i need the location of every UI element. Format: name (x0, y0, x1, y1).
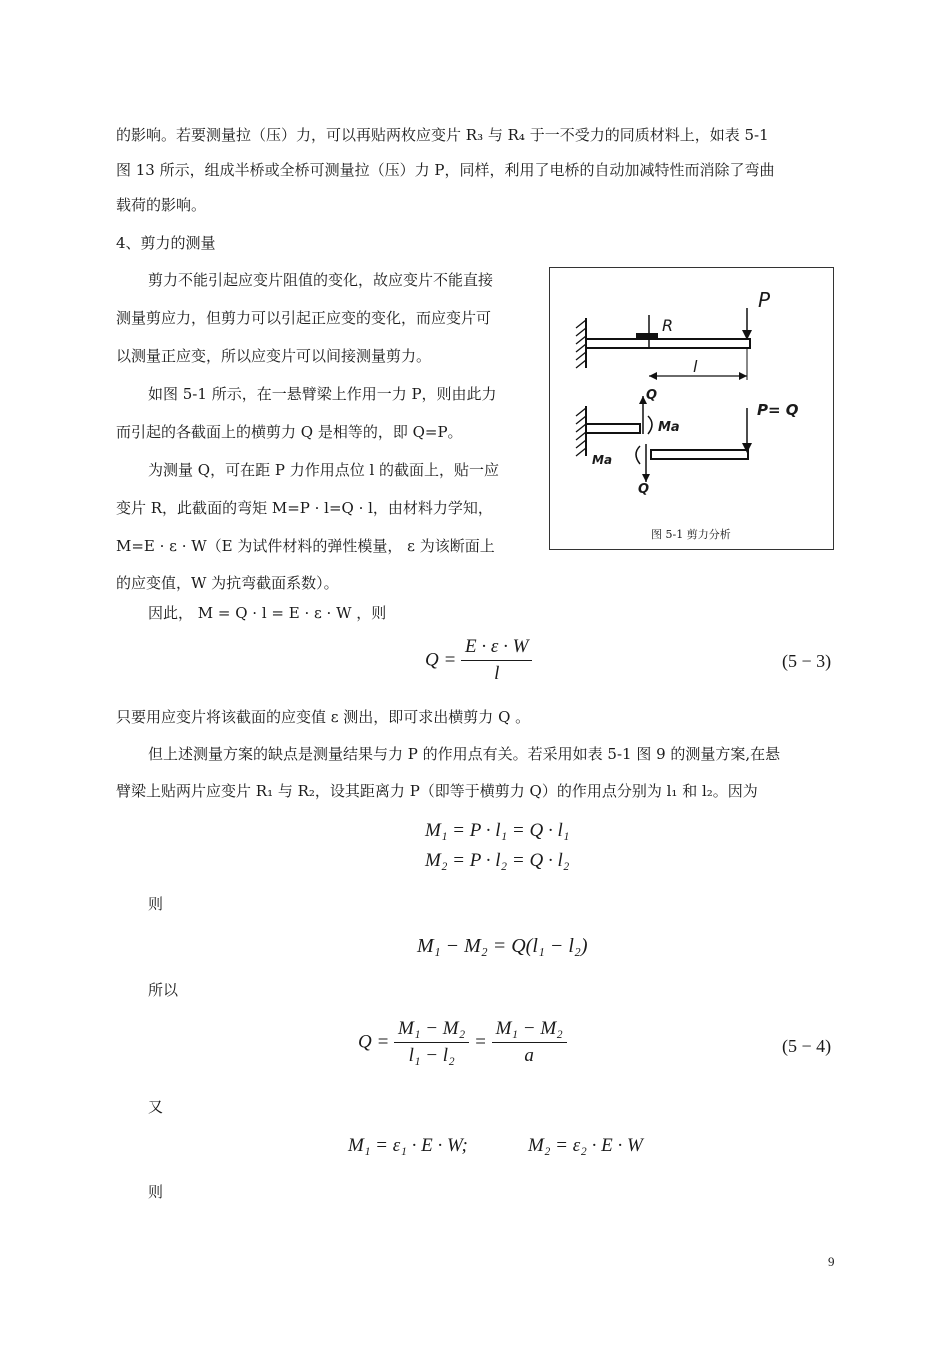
text-line: 只要用应变片将该截面的应变值 ε 测出，即可求出横剪力 Q 。 (116, 708, 531, 726)
text-line: 剪力不能引起应变片阻值的变化，故应变片不能直接 (148, 271, 494, 289)
equation-m1: M₁ = P · l₁ = Q · l₁ (425, 820, 570, 841)
denominator: a (524, 1045, 534, 1066)
page-number: 9 (828, 1254, 835, 1269)
text-line: 则 (148, 895, 164, 913)
figure-caption: 图 5-1 剪力分析 (651, 528, 731, 541)
equation-5-3 (425, 636, 532, 685)
text-line: 变片 R，此截面的弯矩 M=P · l=Q · l，由材料力学知， (116, 499, 493, 517)
text-line: 则 (148, 1183, 164, 1201)
text-line: 的影响。若要测量拉（压）力，可以再贴两枚应变片 R₃ 与 R₄ 于一不受力的同质材料上，如表 5-1 (116, 126, 769, 144)
text-line: 臂梁上贴两片应变片 R₁ 与 R₂，设其距离力 P（即等于横剪力 Q）的作用点分别为 l₁ 和 l₂。因为 (116, 782, 758, 800)
denominator: l₁ − l₂ (408, 1045, 455, 1066)
text-line: M=E · ε · W（E 为试件材料的弹性模量， ε 为该断面上 (116, 537, 495, 555)
equation-m2-epsilon: M₂ = ε₂ · E · W (528, 1135, 643, 1156)
equation-m-difference: M₁ − M₂ = Q(l₁ − l₂) (417, 935, 588, 957)
equation-lhs: Q = (358, 1031, 390, 1053)
fraction (461, 636, 532, 685)
equation-number-5-4: (5 − 4) (782, 1036, 832, 1056)
figure-label-p: P (758, 288, 771, 312)
text-line: 如图 5-1 所示，在一悬臂梁上作用一力 P，则由此力 (148, 385, 497, 403)
text-line: 图 13 所示，组成半桥或全桥可测量拉（压）力 P，同样，利用了电桥的自动加减特性而消除了弯曲 (116, 161, 775, 179)
figure-label-r: R (662, 316, 674, 335)
equation-number-5-3: (5 − 3) (782, 651, 832, 671)
text-line: 所以 (148, 981, 179, 999)
fraction (492, 1018, 567, 1067)
text-line: 的应变值，W 为抗弯截面系数）。 (116, 574, 339, 592)
equation-lhs: Q = (425, 649, 457, 671)
text-line: 因此， M = Q · l = E · ε · W ，则 (148, 604, 387, 622)
numerator: E · ε · W (461, 636, 532, 661)
equation-m2: M₂ = P · l₂ = Q · l₂ (425, 850, 570, 871)
figure-label-ma-left: Ma (592, 453, 613, 467)
equation-m1-epsilon: M₁ = ε₁ · E · W; (348, 1135, 468, 1156)
text-line: 又 (148, 1098, 164, 1116)
figure-shear-analysis (549, 267, 834, 550)
numerator: M₁ − M₂ (394, 1018, 469, 1043)
equals-sign: = (473, 1031, 487, 1053)
text-line: 载荷的影响。 (116, 196, 207, 214)
figure-label-ma-right: Ma (658, 420, 680, 435)
section-heading: 4、剪力的测量 (116, 234, 216, 252)
text-line: 而引起的各截面上的横剪力 Q 是相等的，即 Q=P。 (116, 423, 463, 441)
text-line: 测量剪应力，但剪力可以引起正应变的变化，而应变片可 (116, 309, 492, 327)
text-line: 为测量 Q，可在距 P 力作用点位 l 的截面上，贴一应 (148, 461, 500, 479)
numerator: M₁ − M₂ (492, 1018, 567, 1043)
equation-5-4 (358, 1018, 567, 1067)
figure-label-p-equals-q: P= Q (757, 401, 799, 419)
text-line: 以测量正应变，所以应变片可以间接测量剪力。 (116, 347, 432, 365)
fraction (394, 1018, 469, 1067)
figure-label-q-top: Q (646, 388, 658, 403)
figure-label-l: l (693, 357, 698, 376)
text-line: 但上述测量方案的缺点是测量结果与力 P 的作用点有关。若采用如表 5-1 图 9 的测量方案,在悬 (148, 745, 781, 763)
figure-label-q-bottom: Q (638, 482, 650, 497)
denominator: l (494, 663, 500, 684)
